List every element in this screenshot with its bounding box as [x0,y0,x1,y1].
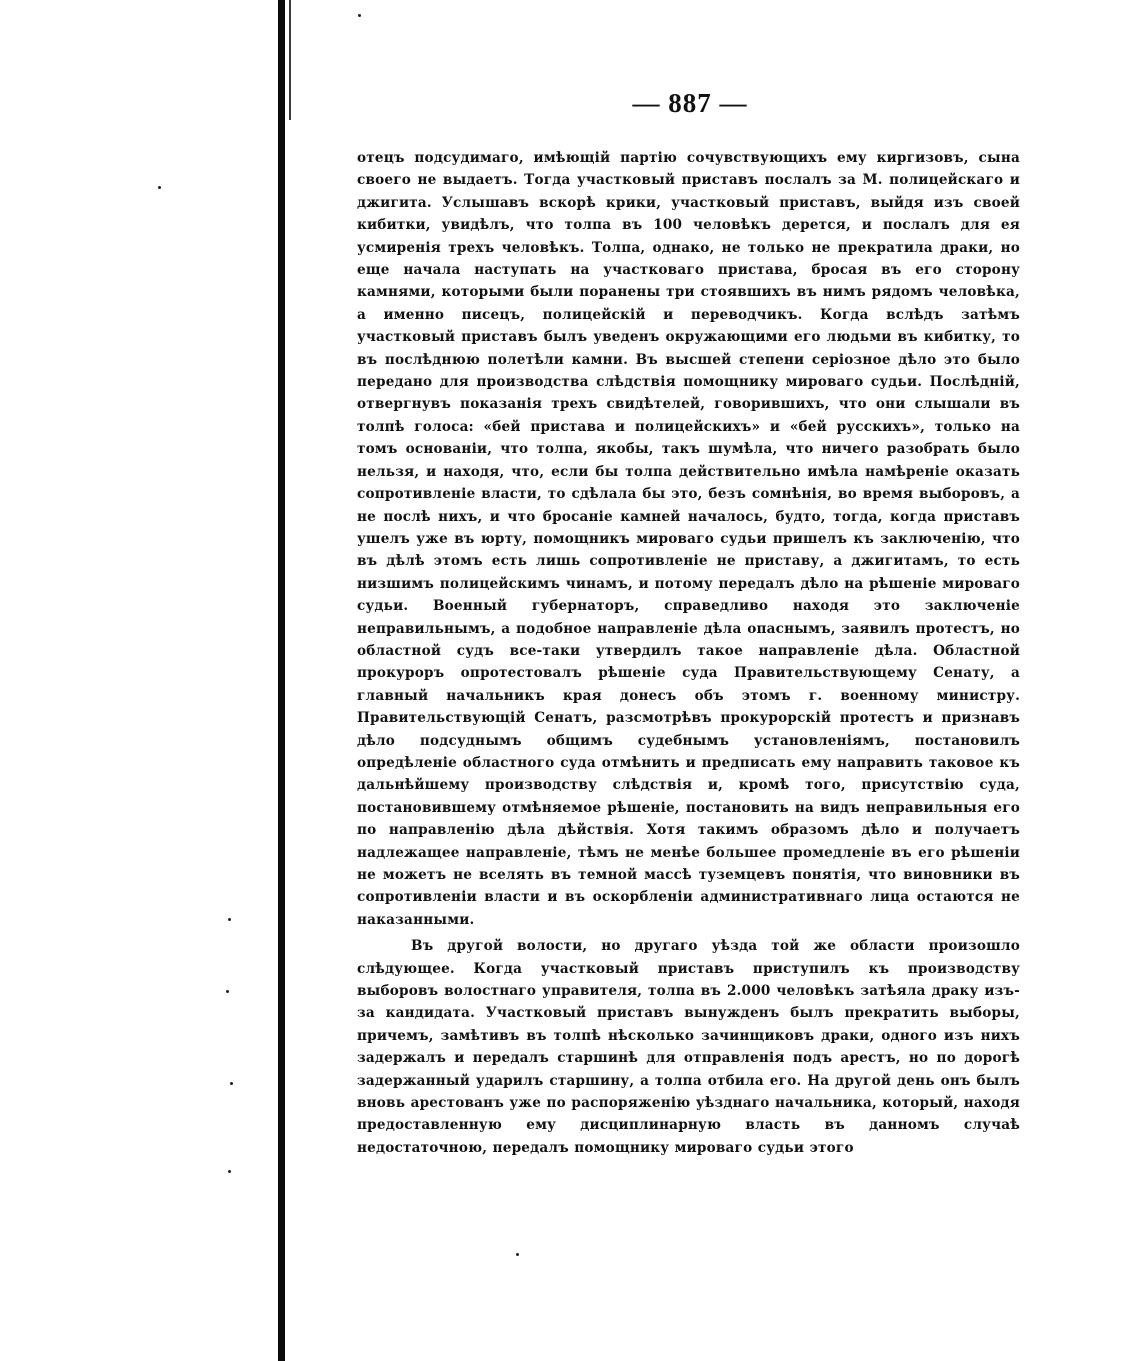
scan-speck [228,1170,231,1173]
scan-speck [358,14,361,17]
binding-edge-line [278,0,285,1361]
scan-speck [226,990,229,993]
scan-speck [158,186,161,189]
scan-speck [516,1253,519,1256]
scan-speck [230,1082,233,1085]
binding-edge-thin-line [289,0,291,120]
paragraph-1: отецъ подсудимаго, имѣющій партію сочувствующихъ ему киргизовъ, сына своего не выдаетъ. Тогда участковый приставъ послалъ за М. полицейскаго и джигита. Услышавъ вскорѣ крики, участковый приставъ, выйдя изъ своей кибитки, увидѣлъ, что толпа въ 100 человѣкъ дерется, и послалъ для ея усмиренія трехъ человѣкъ. Толпа, однако, не только не прекратила драки, но еще начала наступать на участковаго пристава, бросая въ его сторону камнями, которыми были поранены три стоявшихъ въ нимъ рядомъ человѣка, а именно писецъ, полицейскій и переводчикъ. Когда вслѣдъ затѣмъ участковый приставъ былъ уведенъ окружающими его людьми въ кибитку, то въ послѣднюю полетѣли камни. Въ высшей степени серіозное дѣло это было передано для производства слѣдствія помощнику мироваго судьи. Послѣдній, отвергнувъ показанія трехъ свидѣтелей, говорившихъ, что они слышали въ толпѣ голоса: «бей пристава и полицейскихъ» и «бей русскихъ», только на томъ основаніи, что толпа, якобы, такъ шумѣла, что ничего разобрать было нельзя, и находя, что, если бы толпа действительно имѣла намѣреніе оказать сопротивленіе власти, то сдѣлала бы это, безъ сомнѣнія, во время выборовъ, а не послѣ нихъ, и что бросаніе камней началось, будто, тогда, когда приставъ ушелъ уже въ юрту, помощникъ мироваго судьи пришелъ къ заключенію, что въ дѣлѣ этомъ есть лишь сопротивленіе не приставу, а джигитамъ, то есть низшимъ полицейскимъ чинамъ, и потому передалъ дѣло на рѣшеніе мироваго судьи. Военный губернаторъ, справедливо находя это заключеніе неправильнымъ, а подобное направленіе дѣла опаснымъ, заявилъ протестъ, но областной судъ все-таки утвердилъ такое направленіе дѣла. Областной прокуроръ опротестовалъ рѣшеніе суда Правительствующему Сенату, а главный начальникъ края донесъ объ этомъ г. военному министру. Правительствующій Сенатъ, разсмотрѣвъ прокурорскій протестъ и признавъ дѣло подсуднымъ общимъ судебнымъ установленіямъ, постановилъ опредѣленіе областного суда отмѣнить и предписать ему направить таковое къ дальнѣйшему производству слѣдствія и, кромѣ того, присутствію суда, постановившему отмѣняемое рѣшеніе, постановить на видъ неправильныя его по направленію дѣла дѣйствія. Хотя такимъ образомъ дѣло и получаетъ надлежащее направленіе, тѣмъ не менѣе большее промедленіе въ его рѣшеніи не можетъ не вселять въ темной массѣ туземцевъ понятія, что виновники въ сопротивленіи власти и въ оскорбленіи административнаго лица остаются не наказанными. [357,150,1020,928]
scan-speck [228,918,231,921]
paragraph-2: Въ другой волости, но другаго уѣзда той же области произошло слѣдующее. Когда участковый приставъ приступилъ къ производству выборовъ волостнаго управителя, толпа въ 2.000 человѣкъ затѣяла драку изъ-за кандидата. Участковый приставъ вынужденъ былъ прекратить выборы, причемъ, замѣтивъ въ толпѣ нѣсколько зачинщиковъ драки, одного изъ нихъ задержалъ и передалъ старшинѣ для отправленія подъ арестъ, но по дорогѣ задержанный ударилъ старшину, а толпа отбила его. На другой день онъ былъ вновь арестованъ уже по распоряженію уѣзднаго начальника, который, находя предоставленную ему дисциплинарную власть въ данномъ случаѣ недостаточною, передалъ помощнику мироваго судьи этого [357,938,1020,1156]
page-number: — 887 — [632,88,748,118]
body-text [357,147,1020,1159]
